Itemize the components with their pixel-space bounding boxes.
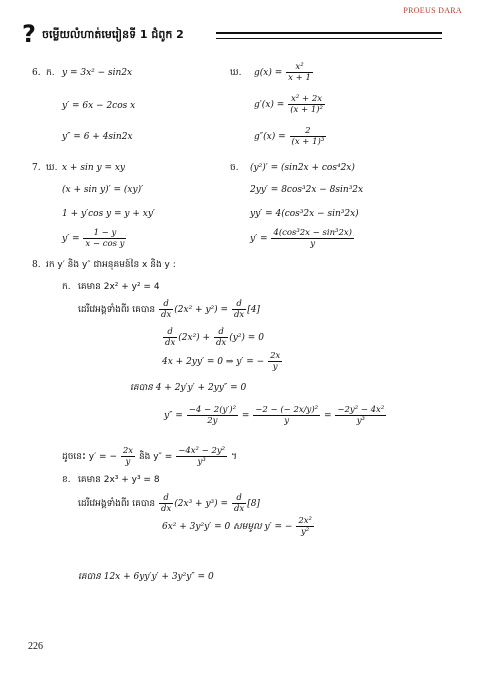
- ex6-b-label: ឃ.: [230, 68, 242, 78]
- ex7-b-line4-fraction: [271, 228, 354, 249]
- ex7-a-line2: (x + sin y)′ = (xy)′: [62, 185, 144, 195]
- ex8-a-conclusion: [62, 446, 237, 467]
- ex6-b-first-derivative: [254, 94, 326, 115]
- ex6-b-second-derivative: [254, 126, 327, 147]
- ex8-a-conclusion-b: និង y″ =: [138, 452, 173, 462]
- ex6-b-d1-lhs: g′(x) =: [254, 100, 285, 110]
- ex8-b-label: ខ.: [62, 475, 71, 485]
- ex8-a-step3-num: 2x: [270, 351, 281, 361]
- ex8-a-ypp-f3-num: −2y² − 4x²: [337, 405, 385, 415]
- ex7-a-line4: [62, 228, 127, 249]
- ex6-b-f-den: x + 1: [288, 73, 311, 83]
- ex8-a-ypp-lhs: y″ =: [164, 411, 183, 421]
- ex8-a-conclusion-den2: y³: [197, 457, 206, 467]
- ex8-b-step2-num: 2x²: [298, 516, 312, 526]
- page-number: 226: [28, 641, 43, 652]
- ex8-a-step2-d1-num: d: [163, 327, 177, 338]
- ex8-a-step2-d1: [163, 327, 177, 348]
- ex8-b-step2: [162, 516, 315, 537]
- ex7-a-line4-fraction: [83, 228, 126, 249]
- ex7-a-line4-num: 1 − y: [83, 228, 126, 239]
- ex8-intro: រក y′ និង y″ ជាអនុគមន៍នៃ x និង y :: [46, 260, 176, 270]
- ex8-b-step2-den: y²: [301, 527, 310, 537]
- ex6-b-d2-fraction: [290, 126, 327, 147]
- ex8-b-d-num-rhs: d: [232, 493, 246, 504]
- ex7-b-line1: (y²)′ = (sin2x + cos⁴2x): [250, 163, 355, 173]
- header-rule: [216, 32, 442, 39]
- ex8-a-step2-b: (y²) = 0: [229, 333, 264, 343]
- ex6-number: 6.: [32, 68, 41, 78]
- ex6-a-line2: y′ = 6x − 2cos x: [62, 101, 136, 111]
- ex6-b-d1-num: x² + 2x: [288, 94, 325, 105]
- ex8-a-ypp-eq2: =: [323, 411, 332, 421]
- ex8-b-d-den: dx: [161, 504, 172, 514]
- ex8-a-deriv-mid: (2x² + y²) =: [174, 305, 229, 315]
- ex8-b-deriv-text: ដេរីវេអង្គទាំងពីរ គេបាន: [78, 499, 156, 509]
- ex8-a-step3: [162, 351, 283, 372]
- ex8-a-d-operator: [159, 299, 173, 320]
- ex8-a-step2-a: (2x²) +: [178, 333, 211, 343]
- page-title: ចម្លើយលំហាត់មេរៀនទី 1 ជំពូក 2: [42, 28, 184, 41]
- ex7-a-line1: x + sin y = xy: [62, 163, 125, 173]
- ex6-a-line3: y″ = 6 + 4sin2x: [62, 132, 133, 142]
- ex8-a-given: គេមាន 2x² + y² = 4: [78, 282, 160, 292]
- ex8-a-conclusion-num2: −4x² − 2y²: [178, 446, 226, 456]
- ex8-a-d-den-rhs: dx: [233, 310, 245, 320]
- ex8-a-ypp-fraction-2: [253, 405, 320, 426]
- ex6-b-function: [254, 62, 314, 83]
- ex8-a-d-den: dx: [161, 310, 172, 320]
- ex7-b-label: ច.: [230, 163, 239, 173]
- ex8-a-conclusion-den1: y: [125, 457, 131, 467]
- ex8-a-d-num: d: [159, 299, 173, 310]
- ex6-a-label: ក.: [46, 68, 55, 78]
- ex6-b-d2-num: 2: [290, 126, 327, 137]
- ex8-b-d-num: d: [159, 493, 173, 504]
- ex7-b-line4-lhs: y′ =: [250, 234, 268, 244]
- ex6-b-d1-den: (x + 1)²: [290, 105, 323, 115]
- ex8-a-derivative-line: [78, 299, 260, 320]
- ex8-a-d-num-rhs: d: [232, 299, 246, 310]
- ex8-b-d-operator-rhs: [232, 493, 246, 514]
- ex7-number: 7.: [32, 163, 41, 173]
- ex8-a-conclusion-num1: 2x: [122, 446, 134, 456]
- ex8-a-conclusion-fraction-1: [121, 446, 135, 467]
- ex8-b-given: គេមាន 2x³ + y³ = 8: [78, 475, 160, 485]
- ex7-b-line4-num: 4(cos³2x − sin³2x): [273, 228, 352, 238]
- ex8-a-conclusion-a: ដូចនេះ y′ = −: [62, 452, 117, 462]
- ex8-a-step2: [162, 327, 264, 348]
- ex8-b-step3: គេបាន 12x + 6yy′y′ + 3y²y″ = 0: [78, 572, 214, 582]
- ex7-a-line4-lhs: y′ =: [62, 234, 80, 244]
- question-mark-icon: ?: [22, 20, 36, 48]
- ex8-a-deriv-rhs: [4]: [247, 305, 260, 315]
- ex8-number: 8.: [32, 260, 41, 270]
- ex7-a-line4-den: x − cos y: [85, 239, 125, 249]
- ex8-b-derivative-line: [78, 493, 260, 514]
- ex8-a-step3-den: y: [272, 362, 278, 372]
- ex8-b-d-operator: [159, 493, 173, 514]
- ex8-a-ypp-f1-den: 2y: [207, 416, 218, 426]
- ex8-a-deriv-text: ដេរីវេអង្គទាំងពីរ គេបាន: [78, 305, 156, 315]
- ex8-a-ypp-fraction-3: [335, 405, 386, 426]
- ex8-a-ypp-f1-num: −4 − 2(y′)²: [188, 405, 236, 415]
- ex7-b-line3: yy′ = 4(cos³2x − sin³2x): [250, 209, 359, 219]
- ex6-b-f-num: x²: [286, 62, 313, 73]
- ex8-a-step2-d2: [214, 327, 228, 348]
- ex8-a-d-operator-rhs: [232, 299, 246, 320]
- ex8-a-conclusion-end: ។: [230, 452, 237, 462]
- ex6-b-d1-fraction: [288, 94, 325, 115]
- ex8-a-ypp-eq1: =: [241, 411, 250, 421]
- ex6-b-d2-den: (x + 1)³: [291, 137, 325, 147]
- ex7-b-line4-den: y: [310, 239, 316, 249]
- ex8-a-step2-d2-den: dx: [215, 338, 227, 348]
- ex6-b-d2-lhs: g″(x) =: [254, 132, 286, 142]
- ex7-b-line2: 2yy′ = 8cos³2x − 8sin³2x: [250, 185, 364, 195]
- ex6-b-f-lhs: g(x) =: [254, 68, 283, 78]
- ex8-a-conclusion-fraction-2: [176, 446, 227, 467]
- ex8-a-ypp-fraction-1: [187, 405, 238, 426]
- ex7-b-line4: [250, 228, 355, 249]
- ex8-a-second-derivative: [164, 405, 387, 426]
- ex8-b-deriv-mid: (2x³ + y³) =: [174, 499, 229, 509]
- ex7-a-label: ឃ.: [46, 163, 58, 173]
- ex8-a-step3-text: 4x + 2yy′ = 0 ⇒ y′ = −: [162, 357, 265, 367]
- ex8-b-step2-text: 6x² + 3y²y′ = 0 សមមូល y′ = −: [162, 522, 293, 532]
- ex8-b-d-den-rhs: dx: [233, 504, 245, 514]
- ex6-a-line1: y = 3x² − sin2x: [62, 68, 133, 78]
- author-name: PROEUS DARA: [403, 6, 462, 15]
- ex8-b-deriv-rhs: [8]: [247, 499, 260, 509]
- ex8-a-label: ក.: [62, 282, 71, 292]
- ex8-a-step3-fraction: [268, 351, 282, 372]
- ex6-b-f-fraction: [286, 62, 313, 83]
- ex7-a-line3: 1 + y′cos y = y + xy′: [62, 209, 155, 219]
- ex8-a-ypp-f3-den: y³: [356, 416, 365, 426]
- ex8-a-step2-d2-num: d: [214, 327, 228, 338]
- ex8-a-step2-d1-den: dx: [165, 338, 176, 348]
- ex8-b-step2-fraction: [296, 516, 314, 537]
- ex8-a-ypp-f2-den: y: [284, 416, 290, 426]
- ex8-a-step4: គេបាន 4 + 2y′y′ + 2yy″ = 0: [130, 383, 247, 393]
- ex8-a-ypp-f2-num: −2 − (− 2x/y)²: [255, 405, 319, 415]
